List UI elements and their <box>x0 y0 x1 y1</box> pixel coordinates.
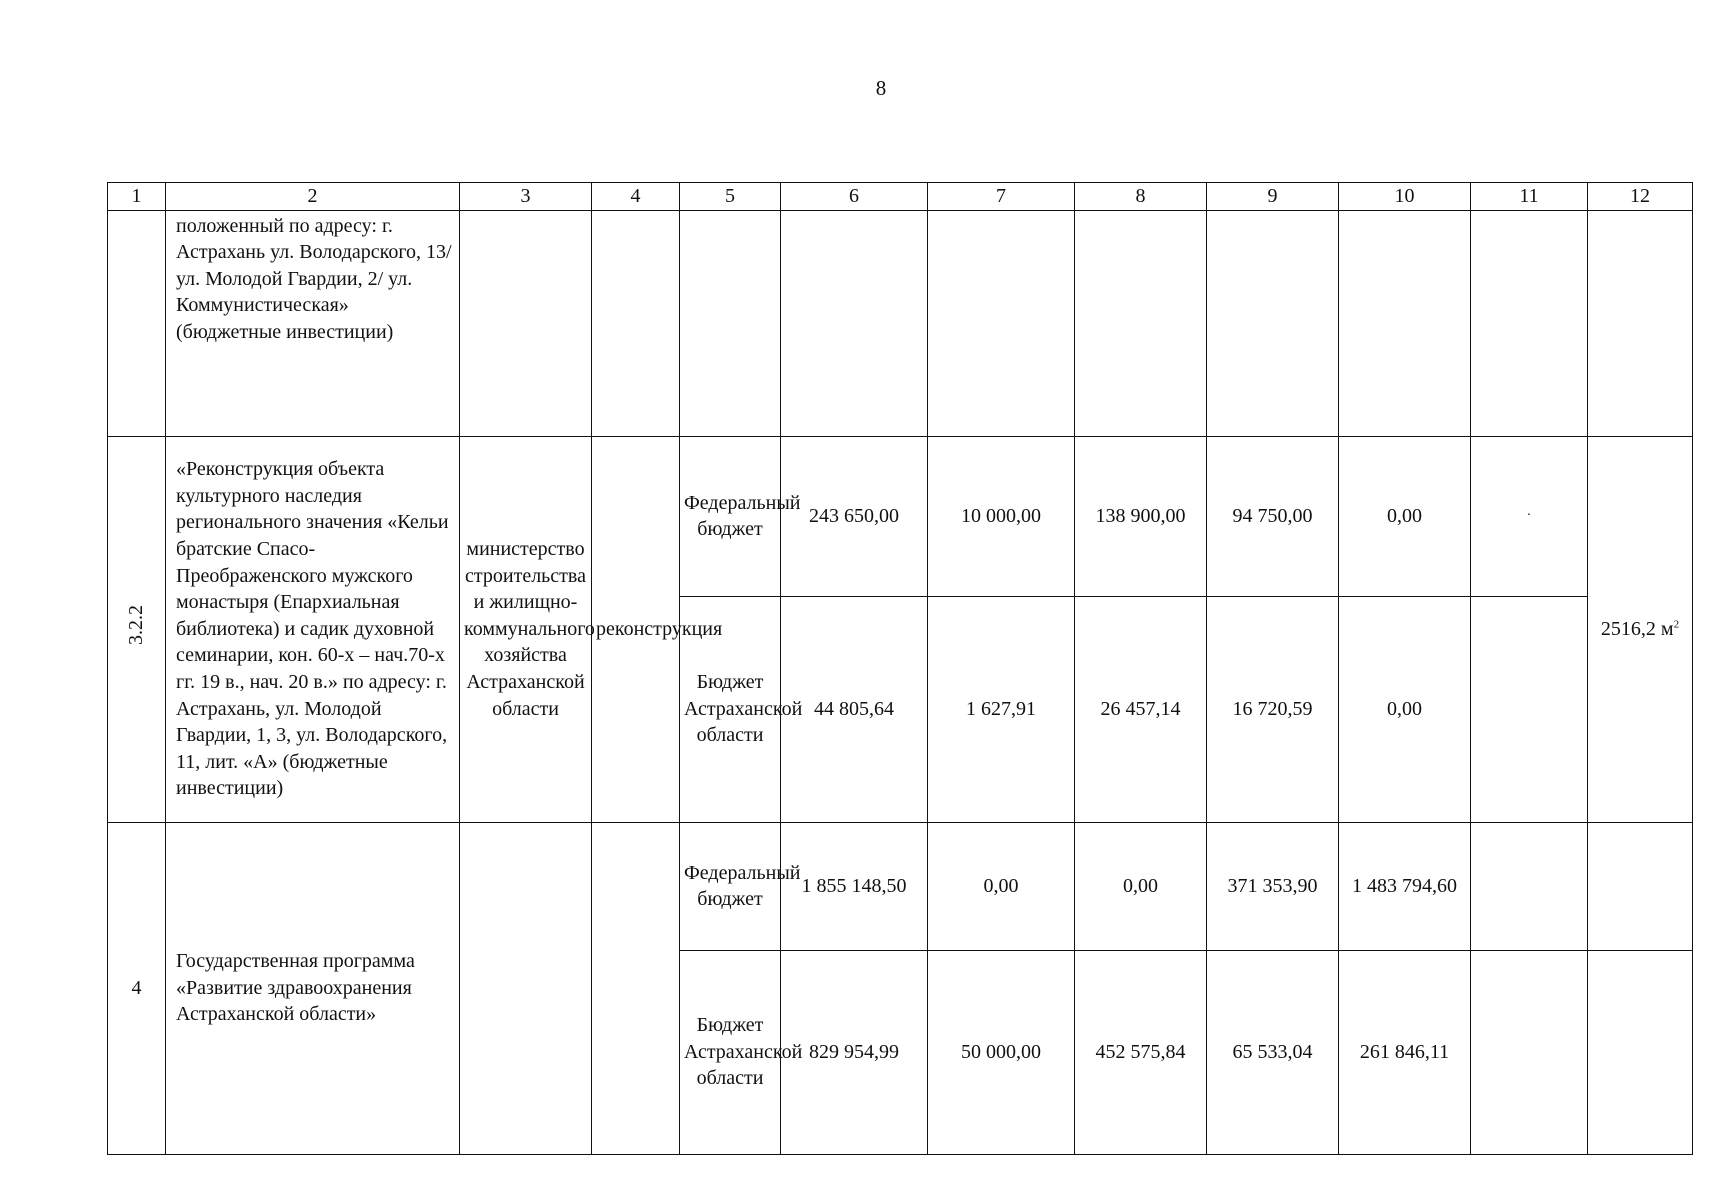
cell-total: 243 650,00 <box>781 436 928 596</box>
cell-col10: 0,00 <box>1339 436 1471 596</box>
cell-empty <box>1471 210 1588 436</box>
cell-empty <box>680 210 781 436</box>
cell-col9: 65 533,04 <box>1207 950 1339 1154</box>
capacity-sup: 2 <box>1673 618 1680 631</box>
cell-col7: 0,00 <box>928 822 1075 950</box>
header-col-4: 4 <box>592 183 680 211</box>
capacity-value: 2516,2 м <box>1600 617 1674 640</box>
cell-col8: 138 900,00 <box>1075 436 1207 596</box>
cell-col10: 1 483 794,60 <box>1339 822 1471 950</box>
header-col-3: 3 <box>460 183 592 211</box>
cell-total: 1 855 148,50 <box>781 822 928 950</box>
cell-col11 <box>1471 822 1588 950</box>
cell-col9: 94 750,00 <box>1207 436 1339 596</box>
cell-name: положенный по адресу: г. Астрахань ул. Володарского, 13/ ул. Молодой Гвардии, 2/ ул. Коммунистическая» (бюджетные инвестиции) <box>166 210 460 436</box>
cell-col11: · <box>1471 436 1588 596</box>
header-col-2: 2 <box>166 183 460 211</box>
cell-total: 44 805,64 <box>781 596 928 822</box>
cell-name: Государственная программа «Развитие здравоохранения Астраханской области» <box>166 822 460 1154</box>
header-col-6: 6 <box>781 183 928 211</box>
cell-source: Бюджет Астраханской области <box>680 950 781 1154</box>
row-code: 3.2.2 <box>125 605 148 646</box>
cell-empty <box>1075 210 1207 436</box>
cell-source: Федеральный бюджет <box>680 436 781 596</box>
cell-col8: 0,00 <box>1075 822 1207 950</box>
cell-capacity <box>1588 950 1693 1154</box>
header-col-12: 12 <box>1588 183 1693 211</box>
cell-col11 <box>1471 950 1588 1154</box>
cell-col7: 50 000,00 <box>928 950 1075 1154</box>
cell-col9: 371 353,90 <box>1207 822 1339 950</box>
cell-col8: 452 575,84 <box>1075 950 1207 1154</box>
header-col-10: 10 <box>1339 183 1471 211</box>
cell-col10: 261 846,11 <box>1339 950 1471 1154</box>
cell-empty <box>781 210 928 436</box>
table-row-continuation <box>108 210 1693 436</box>
cell-executor: министерство строительства и жилищно-коммунального хозяйства Астраханской области <box>460 436 592 822</box>
cell-empty <box>592 210 680 436</box>
cell-activity <box>592 822 680 1154</box>
header-col-5: 5 <box>680 183 781 211</box>
cell-empty <box>1588 210 1693 436</box>
header-col-9: 9 <box>1207 183 1339 211</box>
cell-code <box>108 436 166 822</box>
cell-name: «Реконструкция объекта культурного наследия регионального значения «Кельи братские Спасо-Преображенского мужского монастыря (Епархиальная библиотека) и садик духовной семинарии, кон. 60-х – нач.70-х гг. 19 в., нач. 20 в.» по адресу: г. Астрахань, ул. Молодой Гвардии, 1, 3, ул. Володарского, 11, лит. «А» (бюджетные инвестиции) <box>166 436 460 822</box>
cell-col11 <box>1471 596 1588 822</box>
cell-col7: 10 000,00 <box>928 436 1075 596</box>
cell-code <box>108 210 166 436</box>
cell-activity: реконструкция <box>592 436 680 822</box>
cell-empty <box>460 210 592 436</box>
cell-capacity <box>1588 822 1693 950</box>
table-row-322-federal <box>108 436 1693 596</box>
cell-total: 829 954,99 <box>781 950 928 1154</box>
table-header-row <box>108 183 1693 211</box>
cell-source: Бюджет Астраханской области <box>680 596 781 822</box>
cell-empty <box>1339 210 1471 436</box>
header-col-7: 7 <box>928 183 1075 211</box>
cell-empty <box>1207 210 1339 436</box>
cell-code: 4 <box>108 822 166 1154</box>
budget-table <box>107 182 1693 1155</box>
cell-col10: 0,00 <box>1339 596 1471 822</box>
cell-col7: 1 627,91 <box>928 596 1075 822</box>
header-col-1: 1 <box>108 183 166 211</box>
header-col-8: 8 <box>1075 183 1207 211</box>
cell-capacity <box>1588 436 1693 822</box>
page-number: 8 <box>875 76 887 100</box>
cell-source: Федеральный бюджет <box>680 822 781 950</box>
cell-executor <box>460 822 592 1154</box>
cell-col8: 26 457,14 <box>1075 596 1207 822</box>
cell-empty <box>928 210 1075 436</box>
table-row-4-federal <box>108 822 1693 950</box>
header-col-11: 11 <box>1471 183 1588 211</box>
cell-col9: 16 720,59 <box>1207 596 1339 822</box>
